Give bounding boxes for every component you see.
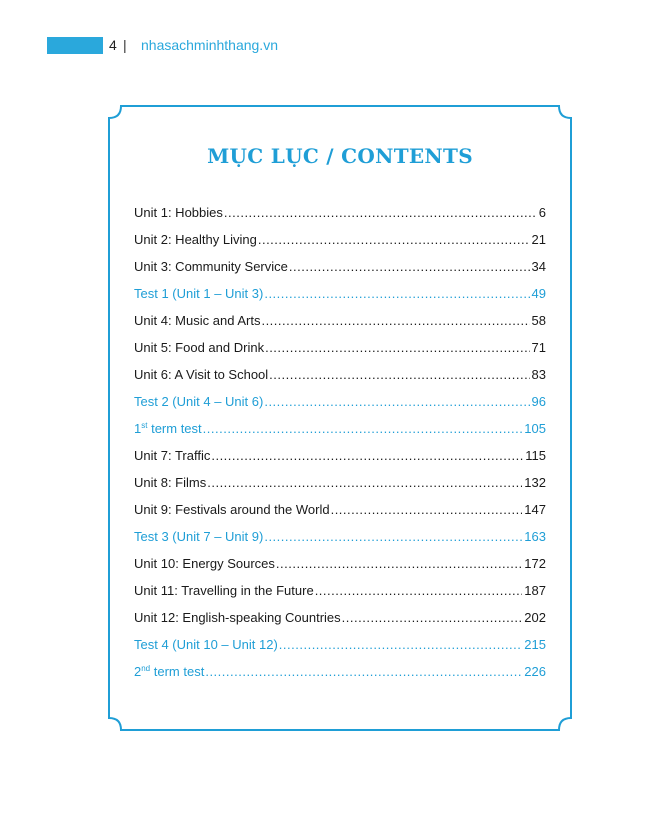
page-number: 4: [109, 37, 117, 53]
toc-leader-dots: [203, 415, 523, 442]
toc-item-unit-4[interactable]: [134, 307, 546, 334]
toc-item-label: Unit 1: Hobbies: [134, 205, 223, 220]
toc-item-first-term-test[interactable]: [134, 415, 546, 442]
toc-item-test-3[interactable]: [134, 523, 546, 550]
toc-item-unit-7[interactable]: [134, 442, 546, 469]
toc-item-label: [134, 415, 202, 442]
toc-item-page: 83: [531, 367, 546, 382]
toc-item-page: 21: [531, 232, 546, 247]
ordinal-suffix: nd: [141, 664, 151, 673]
toc-item-page: 172: [524, 556, 546, 571]
toc-item-label: Unit 8: Films: [134, 475, 207, 490]
toc-item-label: Test 1 (Unit 1 – Unit 3): [134, 286, 264, 301]
toc-item-unit-3[interactable]: [134, 253, 546, 280]
toc-item-page: 147: [524, 502, 546, 517]
toc-item-label: Test 3 (Unit 7 – Unit 9): [134, 529, 264, 544]
toc-leader-dots: [279, 631, 523, 658]
site-link[interactable]: nhasachminhthang.vn: [141, 37, 278, 53]
toc-item-unit-12[interactable]: [134, 604, 546, 631]
toc-item-second-term-test[interactable]: [134, 658, 546, 685]
toc-leader-dots: [315, 577, 523, 604]
ordinal-suffix: st: [141, 421, 148, 430]
toc-item-page: 6: [538, 205, 546, 220]
toc-item-label: Unit 6: A Visit to School: [134, 367, 269, 382]
toc-item-label: Unit 10: Energy Sources: [134, 556, 275, 571]
toc-item-page: 58: [531, 313, 546, 328]
toc-item-label: Unit 4: Music and Arts: [134, 313, 261, 328]
toc-item-unit-10[interactable]: [134, 550, 546, 577]
toc-item-unit-1[interactable]: [134, 199, 546, 226]
ordinal-number: 2: [134, 664, 142, 679]
toc-leader-dots: [264, 388, 529, 415]
page-title: MỤC LỤC / CONTENTS: [207, 144, 473, 168]
toc-item-label: Unit 2: Healthy Living: [134, 232, 257, 247]
toc-item-test-2[interactable]: [134, 388, 546, 415]
toc-leader-dots: [207, 469, 522, 496]
toc-leader-dots: [224, 199, 537, 226]
toc-leader-dots: [265, 334, 529, 361]
toc-item-test-1[interactable]: [134, 280, 546, 307]
term-test-text: term test: [147, 421, 202, 436]
toc-item-page: 105: [524, 421, 546, 436]
toc-leader-dots: [264, 280, 529, 307]
toc-item-label: Unit 11: Travelling in the Future: [134, 583, 314, 598]
toc-leader-dots: [276, 550, 522, 577]
toc-item-label: Unit 5: Food and Drink: [134, 340, 265, 355]
toc-leader-dots: [342, 604, 523, 631]
toc-item-unit-9[interactable]: [134, 496, 546, 523]
toc-item-page: 215: [524, 637, 546, 652]
toc-item-label: Unit 7: Traffic: [134, 448, 211, 463]
toc-leader-dots: [205, 658, 522, 685]
toc-item-page: 115: [525, 448, 546, 463]
toc-item-page: 71: [531, 340, 546, 355]
toc-item-unit-11[interactable]: [134, 577, 546, 604]
toc-leader-dots: [211, 442, 523, 469]
term-test-text: term test: [150, 664, 205, 679]
toc-item-page: 34: [531, 259, 546, 274]
toc-item-label: [134, 658, 204, 685]
toc-item-unit-5[interactable]: [134, 334, 546, 361]
toc-item-label: Unit 12: English-speaking Countries: [134, 610, 341, 625]
toc-item-page: 163: [524, 529, 546, 544]
toc-item-label: Test 4 (Unit 10 – Unit 12): [134, 637, 278, 652]
toc-item-label: Unit 9: Festivals around the World: [134, 502, 330, 517]
toc-item-label: Test 2 (Unit 4 – Unit 6): [134, 394, 264, 409]
ordinal-number: 1: [134, 421, 142, 436]
toc-item-test-4[interactable]: [134, 631, 546, 658]
toc-item-page: 132: [524, 475, 546, 490]
header-separator: |: [123, 37, 127, 53]
toc-item-page: 226: [524, 664, 546, 679]
toc-item-unit-8[interactable]: [134, 469, 546, 496]
toc-leader-dots: [331, 496, 523, 523]
toc-leader-dots: [258, 226, 530, 253]
toc-leader-dots: [289, 253, 530, 280]
toc-item-page: 202: [524, 610, 546, 625]
toc-item-unit-2[interactable]: [134, 226, 546, 253]
toc-item-label: Unit 3: Community Service: [134, 259, 288, 274]
toc-item-page: 187: [524, 583, 546, 598]
toc-leader-dots: [264, 523, 522, 550]
toc-leader-dots: [269, 361, 529, 388]
table-of-contents: [134, 199, 546, 685]
toc-item-page: 49: [531, 286, 546, 301]
toc-item-page: 96: [531, 394, 546, 409]
toc-item-unit-6[interactable]: [134, 361, 546, 388]
toc-leader-dots: [261, 307, 529, 334]
